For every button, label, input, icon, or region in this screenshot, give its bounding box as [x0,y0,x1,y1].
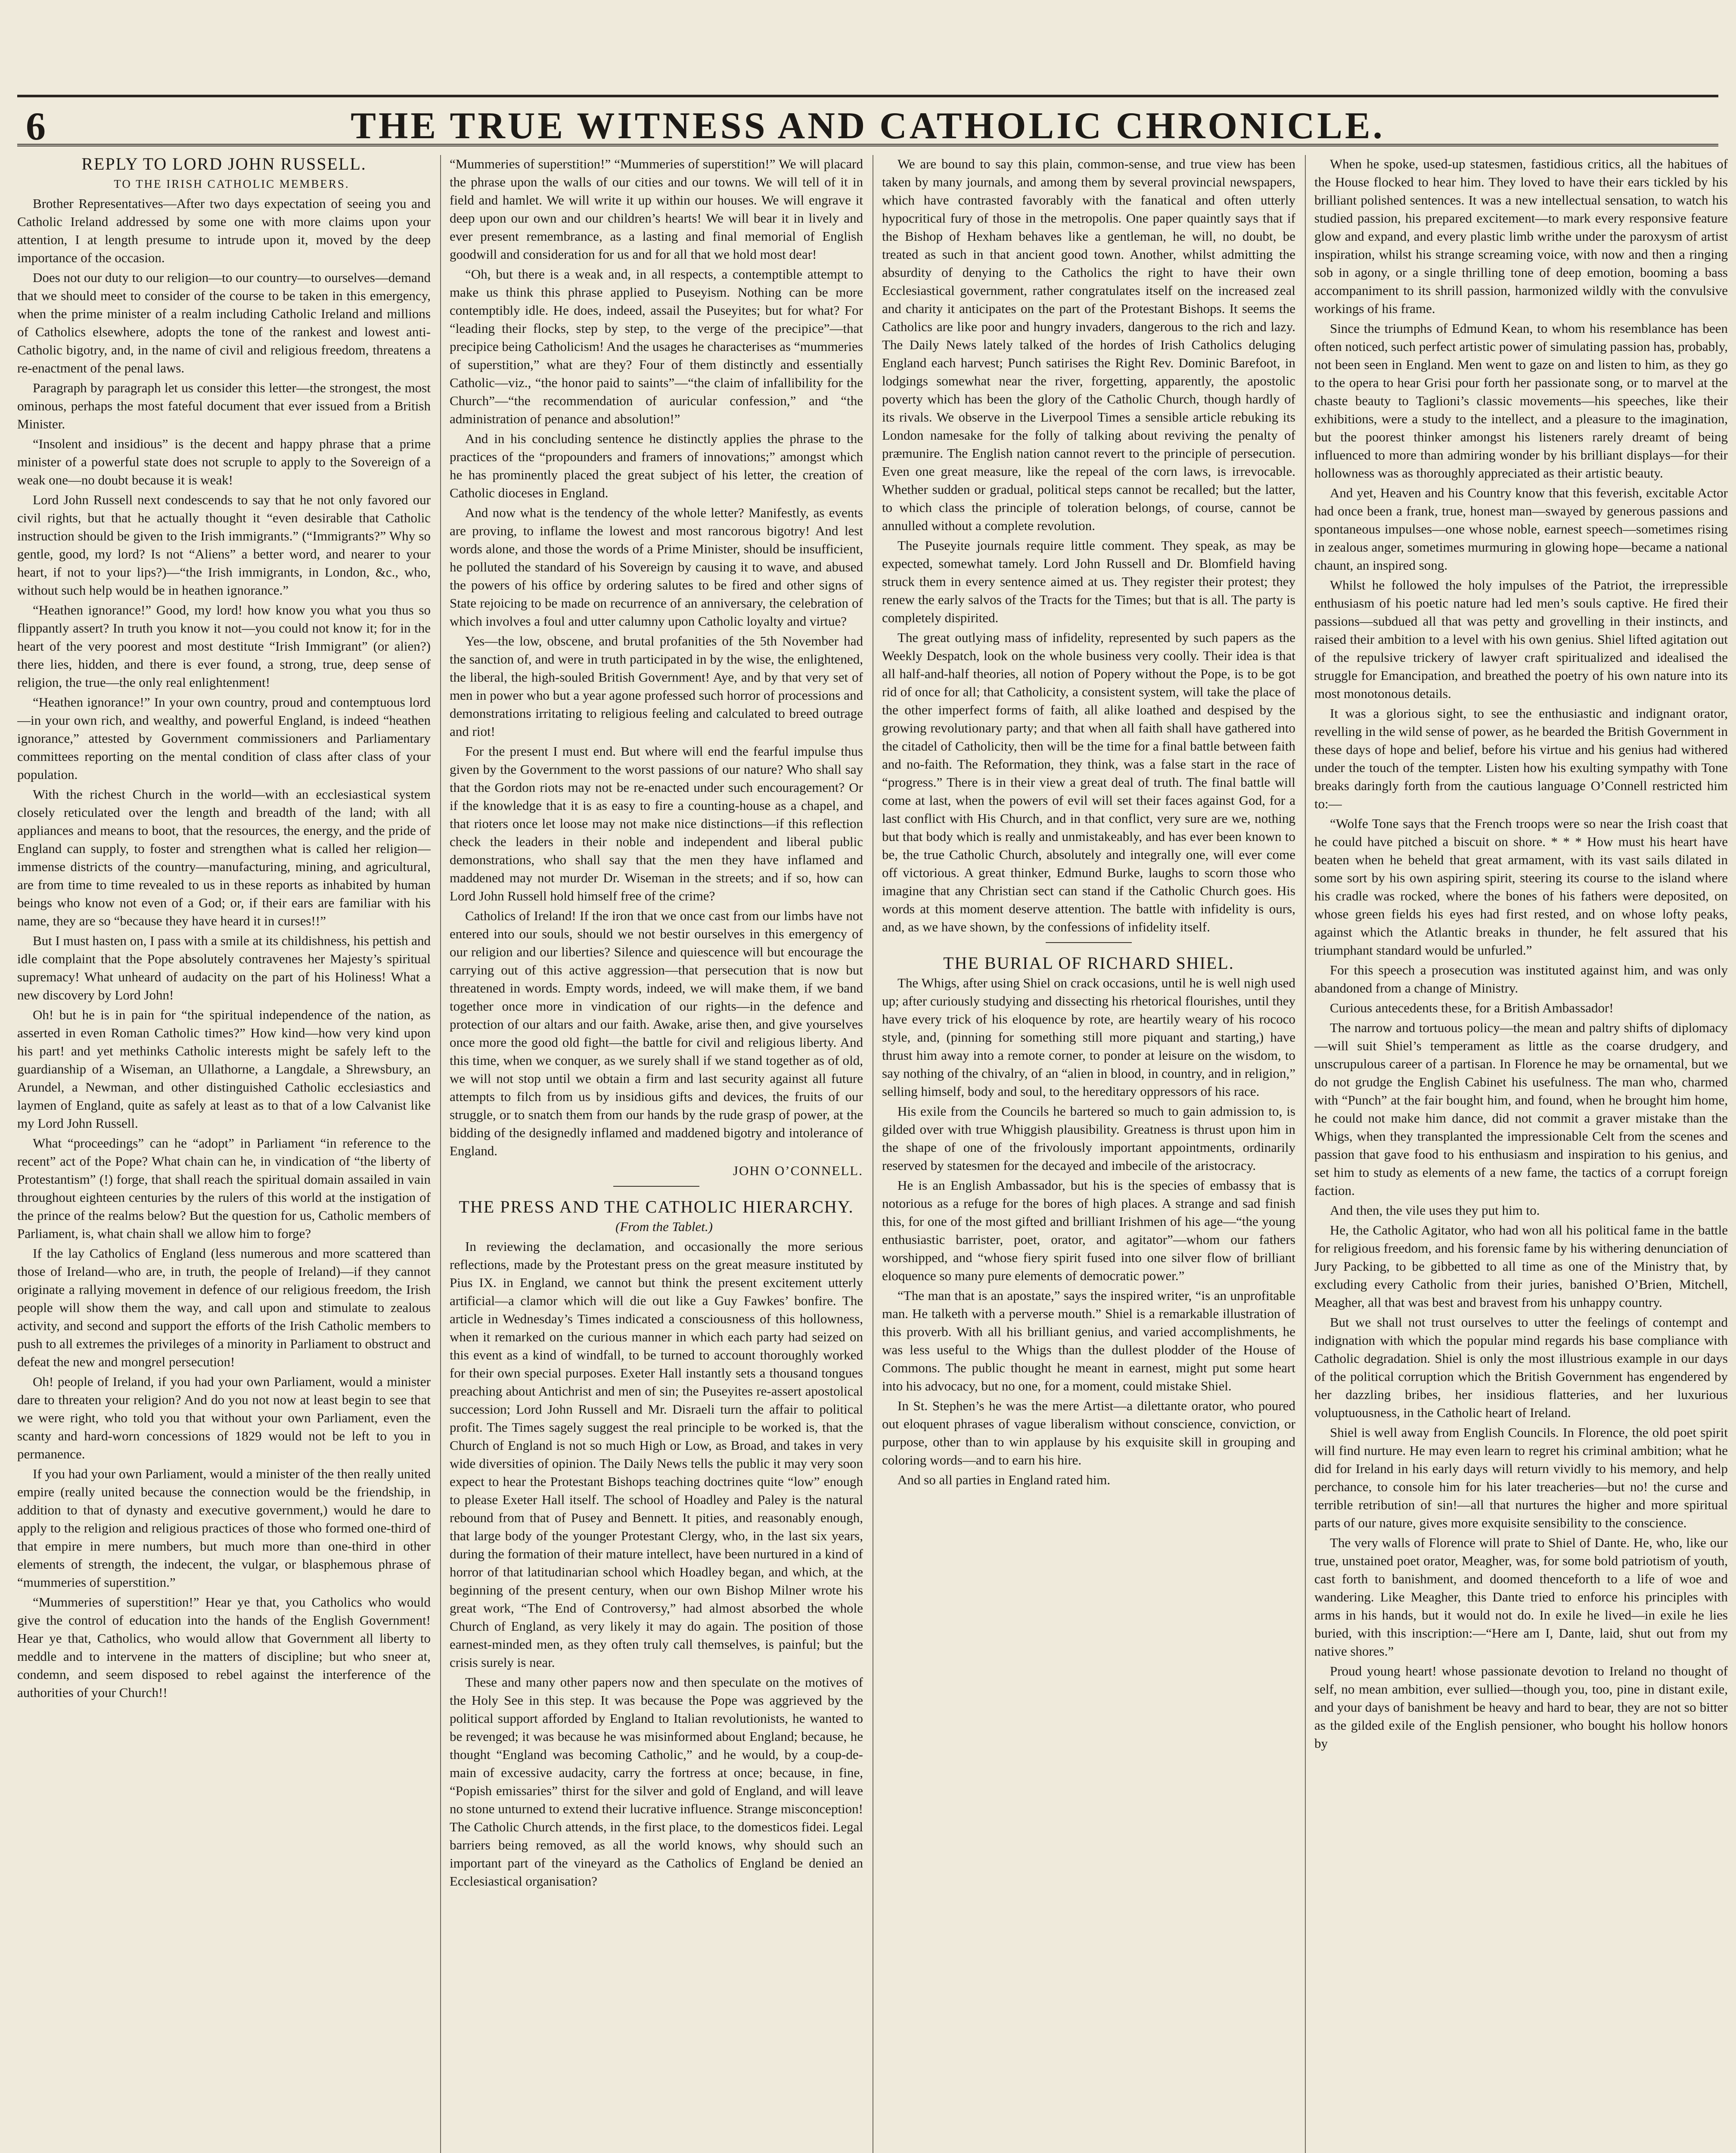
paragraph: He, the Catholic Agitator, who had won all his political fame in the battle for religious freedom, and his forensic fame by his withering denunciation of Jury Packing, to be gibbetted to all time as one of the Ministry that, by excluding every Catholic from their juries, banished O’Brien, Mitchell, Meagher, all that was best and bravest from his unhappy country. [1314,1222,1728,1310]
signature: JOHN O’CONNELL. [733,1163,863,1178]
paragraph: In St. Stephen’s he was the mere Artist—a dilettante orator, who poured out eloquent phrases of vague liberalism without conscience, conviction, or purpose, other than to win applause by his exquisite skill in grouping and coloring words—and to earn his hire. [882,1398,1295,1467]
paragraph: Oh! people of Ireland, if you had your own Parliament, would a minister dare to threaten your religion? And do you not now at least begin to see that we were right, who told you that without your own Parliament, even the scanty and hard-worn concessions of 1829 would not be left to you in permanence. [17,1374,431,1461]
paragraph: If the lay Catholics of England (less numerous and more scattered than those of Ireland—who are, in truth, the people of Ireland)—if they cannot originate a rallying movement in defence of our religious freedom, the Irish people will show them the way, and call upon and stimulate to zealous activity, and second and support the efforts of the Irish Catholic members to push to all extremes the privileges of a minority in Parliament to obstruct and defeat the new and mongrel persecution! [17,1246,431,1369]
paragraph: The Puseyite journals require little comment. They speak, as may be expected, somewhat tamely. Lord John Russell and Dr. Blomfield having struck them in every sentence aimed at us. They register their protest; they renew the early salvos of the Tracts for the Times; but that is all. The party is completely dispirited. [882,538,1295,625]
paragraph: The Whigs, after using Shiel on crack occasions, until he is well nigh used up; after curiously studying and dissecting his rhetorical flourishes, until they have every trick of his eloquence by rote, are heartily weary of his rococo style, and, (pinning for something still more piquant and starting,) have thrust him away into a remote corner, to ponder at leisure on the wisdom, to say nothing of the chivalry, of an “alien in blood, in country, and in religion,” selling himself, body and soul, to the hereditary oppressors of his race. [882,975,1295,1099]
article-address: TO THE IRISH CATHOLIC MEMBERS. [114,177,350,190]
paragraph: Curious antecedents these, for a British Ambassador! [1330,1000,1614,1015]
paragraph: And in his concluding sentence he distinctly applies the phrase to the practices of the “propounders and framers of innovations;” amongst which he has prominently placed the great subject of his letter, the creation of Catholic dioceses in England. [450,431,863,500]
paragraph: And then, the vile uses they put him to. [1330,1203,1540,1218]
paragraph: His exile from the Councils he bartered so much to gain admission to, is gilded over with true Whiggish plausibility. Greatness is thrust upon him in the shape of one of the frivolously important appointments, ordinarily reserved by statesmen for the decayed and imbecile of the aristocracy. [882,1104,1295,1173]
paragraph: In reviewing the declamation, and occasionally the more serious reflections, made by the Protestant press on the great measure instituted by Pius IX. in England, we cannot but think the present excitement utterly artificial—a clamor which will die out like a Guy Fawkes’ bonfire. The article in Wednesday’s Times indicated a consciousness of this hollowness, when it remarked on the curious manner in which each party had seized on this event as a kind of windfall, to be turned to account thoroughly worked for their own special purposes. Exeter Hall instantly sets a thousand tongues preaching about Antichrist and men of sin; the Puseyites re-assert apostolical succession; Lord John Russell and Mr. Disraeli turn the affair to political profit. The Times sagely suggest the real principle to be worked is, that the Church of England is not so much High or Low, as Broad, and takes in very wide diversities of opinion. The Daily News tells the public it may very soon expect to hear the Protestant Bishops teaching doctrines quite “low” enough to please Exeter Hall itself. The school of Hoadley and Paley is the natural rebound from that of Pusey and Bennett. It pities, and reasonably enough, that large body of the younger Protestant Clergy, who, in the last six years, during the formation of their mature intellect, have been nurtured in a kind of horror of that latitudinarian school which Hoadley began, and which, at the beginning of the present century, when our own Bishop Milner wrote his great work, “The End of Controversy,” had almost absorbed the whole Church of England, as very likely it may do again. The position of those earnest-minded men, as they often truly call themselves, is painful; but the crisis surely is near. [450,1239,863,1670]
column-1 [17,155,431,2153]
paragraph: Shiel is well away from English Councils. In Florence, the old poet spirit will find nurture. He may even learn to regret his criminal ambition; what he did for Ireland in his early days will return vividly to his memory, and help perchance, to console him for his later treacheries—but no! the curse and terrible retribution of sin!—all that nurtures the higher and more spiritual parts of our nature, gives more exquisite sensibility to the conscience. [1314,1425,1728,1530]
paragraph: We are bound to say this plain, common-sense, and true view has been taken by many journals, and among them by several provincial newspapers, which have contrasted favorably with the fanatical and often utterly hypocritical fury of those in the metropolis. One paper quaintly says that if the Bishop of Hexham behaves like a gentleman, he will, no doubt, be treated as such in that ancient good town. Another, whilst admitting the absurdity of denying to the Catholics the right to have their own Ecclesiastical government, rather congratulates itself on the increased zeal and charity it anticipates on the part of the Protestant Bishops. It seems the Catholics are like poor and hungry invaders, dangerous to the rich and lazy. The Daily News lately talked of the hordes of Irish Catholics deluging England each harvest; Punch satirises the Right Rev. Dominic Barefoot, in lodgings somewhat near the river, forgetting, apparently, the apostolic poverty which has been the glory of the Catholic Church, though hardly of its rivals. We observe in the Liverpool Times a sensible article rebuking its London namesake for the folly of talking about reviving the penalty of præmunire. The English nation cannot revert to the principle of persecution. Even one great measure, like the repeal of the corn laws, is irrevocable. Whether sudden or gradual, political steps cannot be recalled; but the latter, to which class the principle of toleration belongs, of course, cannot be annulled without a complete revolution. [882,156,1295,533]
paragraph: Does not our duty to our religion—to our country—to ourselves—demand that we should meet to consider of the course to be taken in this emergency, when the prime minister of a realm including Catholic Ireland and millions of Catholics elsewhere, adopts the tone of the rankest and lowest anti-Catholic bigotry, and, in the name of civil and religious freedom, threatens a re-enactment of the penal laws. [17,270,431,375]
paragraph: What “proceedings” can he “adopt” in Parliament “in reference to the recent” act of the Pope? What chain can he, in vindication of “the liberty of Protestantism” (!) forge, that shall reach the spiritual domain assailed in vain throughout eighteen centuries by the rulers of this world at the instigation of the prince of the realms below? But the question for us, Catholic members of Parliament, is, what chain shall we allow him to forge? [17,1135,431,1241]
paragraph: Lord John Russell next condescends to say that he not only favored our civil rights, but that he actually thought it “even desirable that Catholic instruction should be given to the Irish immigrants.” (“Immigrants?” Why so gentle, good, my lord? Is not “Aliens” a better word, and nearer to your heart, if not to your lips?)—“the Irish immigrants, in London, &c., who, without such help would be in heathen ignorance.” [17,492,431,598]
paragraph: The narrow and tortuous policy—the mean and paltry shifts of diplomacy—will suit Shiel’s temperament as little as the coarse drudgery, and unscrupulous career of a partisan. In Florence he may be ornamental, but we do not grudge the English Cabinet his usefulness. The man who, charmed with “Punch” at the fair bought him, and found, when he brought him home, he could not make him dance, did not commit a graver mistake than the Whigs, when they transplanted the impressionable Celt from the scenes and passion that gave food to his enthusiasm and inspiration to his genius, and set him to study as elements of a new fame, the tactics of a corrupt foreign faction. [1314,1020,1728,1198]
paragraph: And so all parties in England rated him. [898,1472,1111,1487]
paragraph: When he spoke, used-up statesmen, fastidious critics, all the habitues of the House flocked to hear him. They loved to have their ears tickled by his brilliant polished sentences. It was a new intellectual sensation, to watch his studied passion, his prepared excitement—to mark every responsive feature glow and expand, and every plastic limb writhe under the paroxysm of artist inspiration, whilst his strange screaming voice, with now and then a ringing sob in agony, or a single thrilling tone of deep emotion, booming a bass accompaniment to its shrill passion, harmonized wildly with the convulsive workings of his frame. [1314,156,1728,316]
paragraph: Proud young heart! whose passionate devotion to Ireland no thought of self, no mean ambition, ever sullied—though you, too, pine in distant exile, and your days of banishment be heavy and hard to bear, they are not so bitter as the gilded exile of the English pensioner, who bought his hollow honors by [1314,1663,1728,1751]
article-headline: THE BURIAL OF RICHARD SHIEL. [943,953,1234,973]
page-number: 6 [26,104,46,148]
paragraph: The great outlying mass of infidelity, represented by such papers as the Weekly Despatch, look on the whole business very coolly. Their idea is that all half-and-half theories, all notion of Popery without the Pope, is to be got rid of once for all; that Catholicity, a consistent system, will take the place of the other imperfect forms of faith, all alike loathed and despised by the growing revolutionary party; and that when all faith shall have gathered into the citadel of Catholicity, then will be the time for a final battle between faith and no-faith. The Reformation, they think, was a false start in the race of “progress.” There is in their view a great deal of truth. The final battle will come at last, when the powers of evil will set their faces against God, for a last conflict with His Church, and in that conflict, very sure are we, nothing but that body which is really and unmistakeably, and has ever been known to be, the true Catholic Church, absolutely and integrally one, will ever come off victorious. A great thinker, Edmund Burke, laughs to scorn those who imagine that any Christian sect can stand if the Catholic Church goes. His words at this moment deserve attention. The battle with infidelity is ours, and, as we have shown, by the confessions of infidelity itself. [882,630,1295,934]
column-3 [882,155,1295,2153]
divider [613,1186,699,1187]
article-headline: THE PRESS AND THE CATHOLIC HIERARCHY. [459,1197,854,1216]
paragraph: He is an English Ambassador, but his is the species of embassy that is notorious as a refuge for the bores of high places. A strange and sad finish this, for one of the most gifted and brilliant Irishmen of his age—“the young enthusiastic barrister, poet, orator, and agitator”—whom our fathers worshipped, and “whose fiery spirit fused into one silver flow of brilliant eloquence so many pure elements of democratic power.” [882,1178,1295,1283]
article-headline: REPLY TO LORD JOHN RUSSELL. [81,155,366,174]
paragraph: “Mummeries of superstition!” “Mummeries of superstition!” We will placard the phrase upon the walls of our cities and our towns. We will tell of it in field and hamlet. We will write it up within our houses. We will engrave it deep upon our own and our children’s hearts! We will bear it in lively and ever present remembrance, as a lasting and final memorial of English goodwill and consideration for us and for all that we hold most dear! [450,156,863,262]
article-source: (From the Tablet.) [615,1219,713,1234]
paragraph: It was a glorious sight, to see the enthusiastic and indignant orator, revelling in the wild sense of power, as he bearded the British Government in these days of hope and belief, before his virtue and his genius had withered under the touch of the tempter. Listen how his exulting sympathy with Tone breaks daringly forth from the cautious language O’Connell restricted him to:— [1314,706,1728,811]
paragraph: Yes—the low, obscene, and brutal profanities of the 5th November had the sanction of, and were in truth participated in by the wise, the enlightened, the liberal, the high-souled British Government! Aye, and by that very set of men in power who but a year agone professed such horror of processions and demonstrations irritating to religious feeling and calculated to breed outrage and riot! [450,633,863,739]
column-rule [440,155,441,2153]
paragraph: And now what is the tendency of the whole letter? Manifestly, as events are proving, to inflame the lowest and most rancorous bigotry! And lest words alone, and those the words of a Prime Minister, should be insufficient, he polluted the standard of his Sovereign by causing it to wave, and abused the powers of his office by ordering salutes to be fired and other signs of State rejoicing to be made on recurrence of an anniversary, the celebration of which involves a foul and utter calumny upon Catholic loyalty and virtue? [450,505,863,629]
paragraph: And yet, Heaven and his Country know that this feverish, excitable Actor had once been a frank, true, honest man—swayed by generous passions and spontaneous impulses—one whose noble, earnest speech—sometimes rising in zealous anger, sometimes murmuring in glowing hope—became a national chaunt, an inspired song. [1314,485,1728,573]
paragraph: “Wolfe Tone says that the French troops were so near the Irish coast that he could have pitched a biscuit on shore. * * * How must his heart have beaten when he beheld that great armament, with its vast sails dilated in some sort by his own aspiring spirit, steering its course to the island where his cradle was rocked, where the bones of his fathers were deposited, on whose green fields his eyes had first rested, and on whose lofty peaks, against which the Atlantic breaks in thunder, he felt assured that his triumphant standard would be unfurled.” [1314,816,1728,958]
paragraph: “Oh, but there is a weak and, in all respects, a contemptible attempt to make us think this phrase applied to Puseyism. Nothing can be more contemptibly idle. He does, indeed, assail the Puseyites; but for what? For “leading their flocks, step by step, to the verge of the precipice”—that precipice being Catholicism! And the usages he characterises as “mummeries of superstition,” what are they? Four of them distinctly and essentially Catholic—viz., “the honor paid to saints”—“the claim of infallibility for the Church”—“the recommendation of auricular confession,” and “the administration of penance and absolution!” [450,267,863,426]
paragraph: For the present I must end. But where will end the fearful impulse thus given by the Government to the worst passions of our nature? Who shall say that the Gordon riots may not be re-enacted under such encouragement? Or if the knowledge that it is as easy to fire a counting-house as a chapel, and that rioters once let loose may not make nice distinctions—if this reflection check the leaders in their noble and independent and liberal public demonstrations, who shall say that the men they have inflamed and maddened may not murder Dr. Wiseman in the streets; and if so, how can Lord John Russell hold himself free of the crime? [450,744,863,903]
paragraph: Catholics of Ireland! If the iron that we once cast from our limbs have not entered into our souls, should we not bestir ourselves in this emergency of our religion and our liberties? Silence and quiescence will but encourage the carrying out of this active aggression—that persecution that is now but threatened in words. Empty words, indeed, we will make them, if we band together once more in vindication of our rights—in the defence and protection of our altars and our faith. Awake, arise then, and give yourselves once more the good old fight—the battle for civil and religious liberty. And this time, when we conquer, as we surely shall if we stand together as of old, we will not stop until we obtain a firm and last security against all future attempts to filch from us by insidious gifts and devices, the fruits of our struggle, or to snatch them from our hands by the rude grasp of power, at the bidding of the designedly inflamed and maddened bigotry and intolerance of England. [450,908,863,1158]
paragraph: Paragraph by paragraph let us consider this letter—the strongest, the most ominous, perhaps the most fateful document that ever issued from a British Minister. [17,380,431,431]
paragraph: The very walls of Florence will prate to Shiel of Dante. He, who, like our true, unstained poet orator, Meagher, was, for some bold patriotism of youth, cast forth to banishment, and doomed thenceforth to a life of woe and wandering. Like Meagher, this Dante tried to enforce his principles with arms in his hands, but it would not do. In exile he lived—in exile he lies buried, with this inscription:—“Here am I, Dante, laid, shut out from my native shores.” [1314,1535,1728,1659]
paragraph: “Heathen ignorance!” Good, my lord! how know you what you thus so flippantly assert? In truth you know it not—you could not know it; for in the heart of the very poorest and most destitute “Irish Immigrant” (or alien?) there lies, hidden, and there is ever found, a strong, true, deep sense of religion, the true—the only real enlightenment! [17,602,431,690]
paragraph: If you had your own Parliament, would a minister of the then really united empire (really united because the connection would be the friendship, in addition to that of dynasty and executive government,) would he dare to apply to the religion and religious practices of those who formed one-third of that empire in mere numbers, but much more than one-third in other elements of strength, the indecent, the vulgar, or blasphemous phrase of “mummeries of superstition.” [17,1466,431,1590]
newspaper-title: THE TRUE WITNESS AND CATHOLIC CHRONICLE. [351,105,1385,147]
paragraph: But I must hasten on, I pass with a smile at its childishness, his pettish and idle complaint that the Pope absolutely contravenes her Majesty’s spiritual supremacy! What unheard of audacity on the part of his Holiness! What a new discovery by Lord John! [17,933,431,1002]
paragraph: For this speech a prosecution was instituted against him, and was only abandoned from a change of Ministry. [1314,962,1728,996]
paragraph: “The man that is an apostate,” says the inspired writer, “is an unprofitable man. He talketh with a perverse mouth.” Shiel is a remarkable illustration of this proverb. With all his brilliant genius, and varied accomplishments, he was less useful to the Whigs than the dullest plodder of the House of Commons. The public thought he meant in earnest, might put some heart into his advocacy, but no one, for a moment, could mistake Shiel. [882,1288,1295,1393]
column-rule [1305,155,1306,2153]
paragraph: Whilst he followed the holy impulses of the Patriot, the irrepressible enthusiasm of his poetic nature had led men’s souls captive. He fired their passions—subdued all that was petty and grovelling in their instincts, and raised their ambition to a level with his own genius. Shiel lifted agitation out of the repulsive trickery of lawyer craft spiritualized and idealised the struggle for Emancipation, and breathed the poetry of his own nature into its most monotonous details. [1314,577,1728,701]
paragraph: But we shall not trust ourselves to utter the feelings of contempt and indignation with which the popular mind regards his base compliance with Catholic degradation. Shiel is only the most illustrious example in our days of the political corruption which the British Government has engendered by her dazzling bribes, her insidious flatteries, and her luxurious voluptuousness, in the Catholic heart of Ireland. [1314,1315,1728,1420]
paragraph: “Heathen ignorance!” In your own country, proud and contemptuous lord—in your own rich, and wealthy, and powerful England, is indeed “heathen ignorance,” attested by Government commissioners and Parliamentary committees reporting on the mental condition of class after class of your population. [17,695,431,782]
paragraph: These and many other papers now and then speculate on the motives of the Holy See in this step. It was because the Pope was aggrieved by the political support afforded by England to Italian revolutionists, he wanted to be revenged; it was because he was misinformed about England; because, he thought “England was becoming Catholic,” and he would, by a coup-de-main of excessive audacity, carry the fortress at once; because, in fine, “Popish emissaries” thirst for the silver and gold of England, and will leave no stone unturned to extend their lucrative influence. Strange misconception! The Catholic Church attends, in the first place, to the domesticos fidei. Legal barriers being removed, as all the world knows, why should such an important part of the vineyard as the Catholics of England be denied an Ecclesiastical organisation? [450,1675,863,1889]
paragraph: With the richest Church in the world—with an ecclesiastical system closely reticulated over the length and breadth of the land; with all appliances and means to boot, that the resources, the energy, and the pride of England can supply, to foster and strengthen what is called her religion—immense districts of the country—manufacturing, mining, and agricultural, are from time to time revealed to us in these reports as inhabited by human beings who know not even of a God; or, if their ears are familiar with his name, they are so “because they have heard it in curses!!” [17,787,431,928]
paragraph: Oh! but he is in pain for “the spiritual independence of the nation, as asserted in even Roman Catholic times?” How kind—how very kind upon his part! and yet methinks Catholic interests might be safely left to the guardianship of a Wiseman, an Ullathorne, a Langdale, a Shrewsbury, an Arundel, a Newman, and other distinguished Catholic ecclesiastics and laymen of England, quite as safely at least as to that of a low Calvanist like my Lord John Russell. [17,1007,431,1131]
masthead [17,95,1718,146]
column-2 [450,155,863,2153]
paragraph: Brother Representatives—After two days expectation of seeing you and Catholic Ireland addressed by some one with more claims upon your attention, I at length presume to intrude upon it, moved by the deep importance of the occasion. [17,196,431,265]
paragraph: Since the triumphs of Edmund Kean, to whom his resemblance has been often noticed, such perfect artistic power of simulating passion has, probably, not been seen in England. Men went to gaze on and listen to him, as they go to the opera to hear Grisi pour forth her passionate song, or to marvel at the chaste beauty to Taglioni’s classic movements—his speeches, like their exhibitions, were a study to the intellect, and a pleasure to the imagination, but the poorest thinker amongst his listeners rarely dreamt of being influenced to more than admiring wonder by his brilliant displays—for their hollowness was as thoroughly appreciated as their artistic beauty. [1314,321,1728,481]
column-4 [1314,155,1728,2153]
paragraph: “Insolent and insidious” is the decent and happy phrase that a prime minister of a powerful state does not scruple to apply to the Sovereign of a weak one—no doubt because it is weak! [17,436,431,487]
divider [1046,942,1132,943]
paragraph: “Mummeries of superstition!” Hear ye that, you Catholics who would give the control of education into the hands of the English Government! Hear ye that, Catholics, who would allow that Government all liberty to meddle and to intervene in the matters of discipline; but who sneer at, condemn, and seem disposed to rebel against the interference of the authorities of your Church!! [17,1595,431,1700]
